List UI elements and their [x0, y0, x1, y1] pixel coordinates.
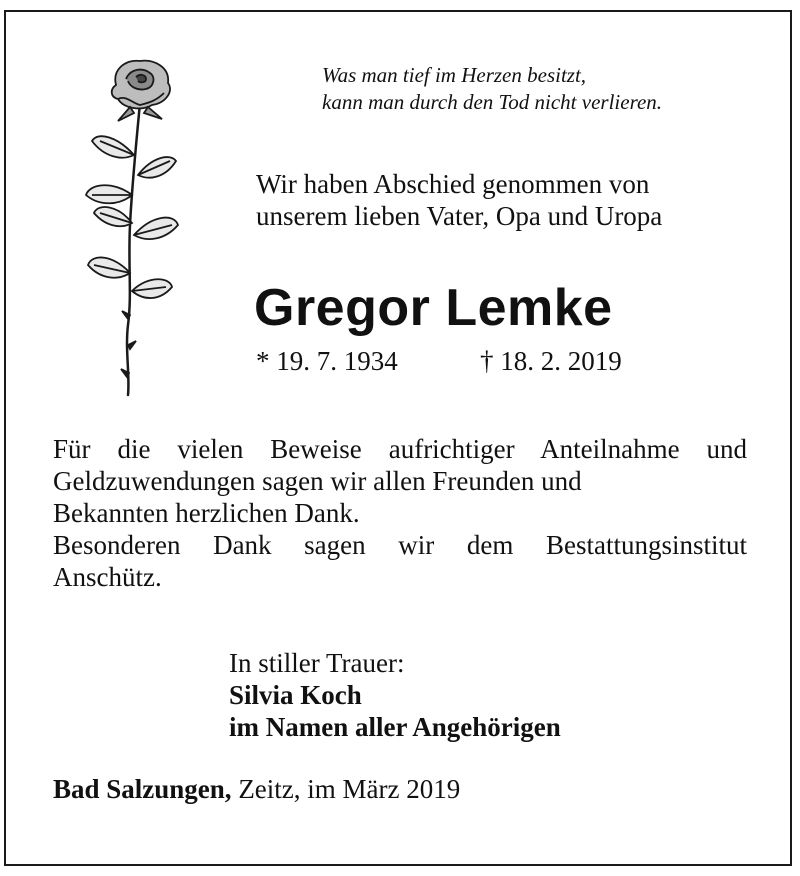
death-date: † 18. 2. 2019 [480, 346, 622, 376]
thanks-line-4: Besonderen Dank sagen wir dem Bestattungsinstitut [53, 530, 747, 560]
intro-text [256, 168, 662, 232]
intro-line-2: unserem lieben Vater, Opa und Uropa [256, 201, 663, 231]
thanks-line-2: Geldzuwendungen sagen wir allen Freunden und [53, 466, 582, 496]
motto-line-2: kann man durch den Tod nicht verlieren. [322, 90, 663, 114]
rose-icon [78, 55, 188, 405]
mourner-name: Silvia Koch [229, 680, 362, 710]
birth-date: * 19. 7. 1934 [256, 346, 398, 376]
mourners-block [229, 647, 561, 743]
thanks-paragraph [53, 433, 747, 593]
thanks-line-1: Für die vielen Beweise aufrichtiger Anteilnahme und [53, 434, 747, 464]
place-date-line [53, 773, 460, 805]
place-town: Bad Salzungen, [53, 774, 232, 804]
intro-line-1: Wir haben Abschied genommen von [256, 169, 650, 199]
motto-quote [322, 62, 662, 116]
mourners-heading: In stiller Trauer: [229, 648, 405, 678]
thanks-line-5: Anschütz. [53, 562, 162, 592]
motto-line-1: Was man tief im Herzen besitzt, [322, 63, 587, 87]
mourner-group: im Namen aller Angehörigen [229, 712, 561, 742]
deceased-name: Gregor Lemke [254, 279, 613, 337]
thanks-line-3: Bekannten herzlichen Dank. [53, 498, 360, 528]
place-rest: Zeitz, im März 2019 [231, 774, 461, 804]
life-dates [256, 345, 622, 377]
